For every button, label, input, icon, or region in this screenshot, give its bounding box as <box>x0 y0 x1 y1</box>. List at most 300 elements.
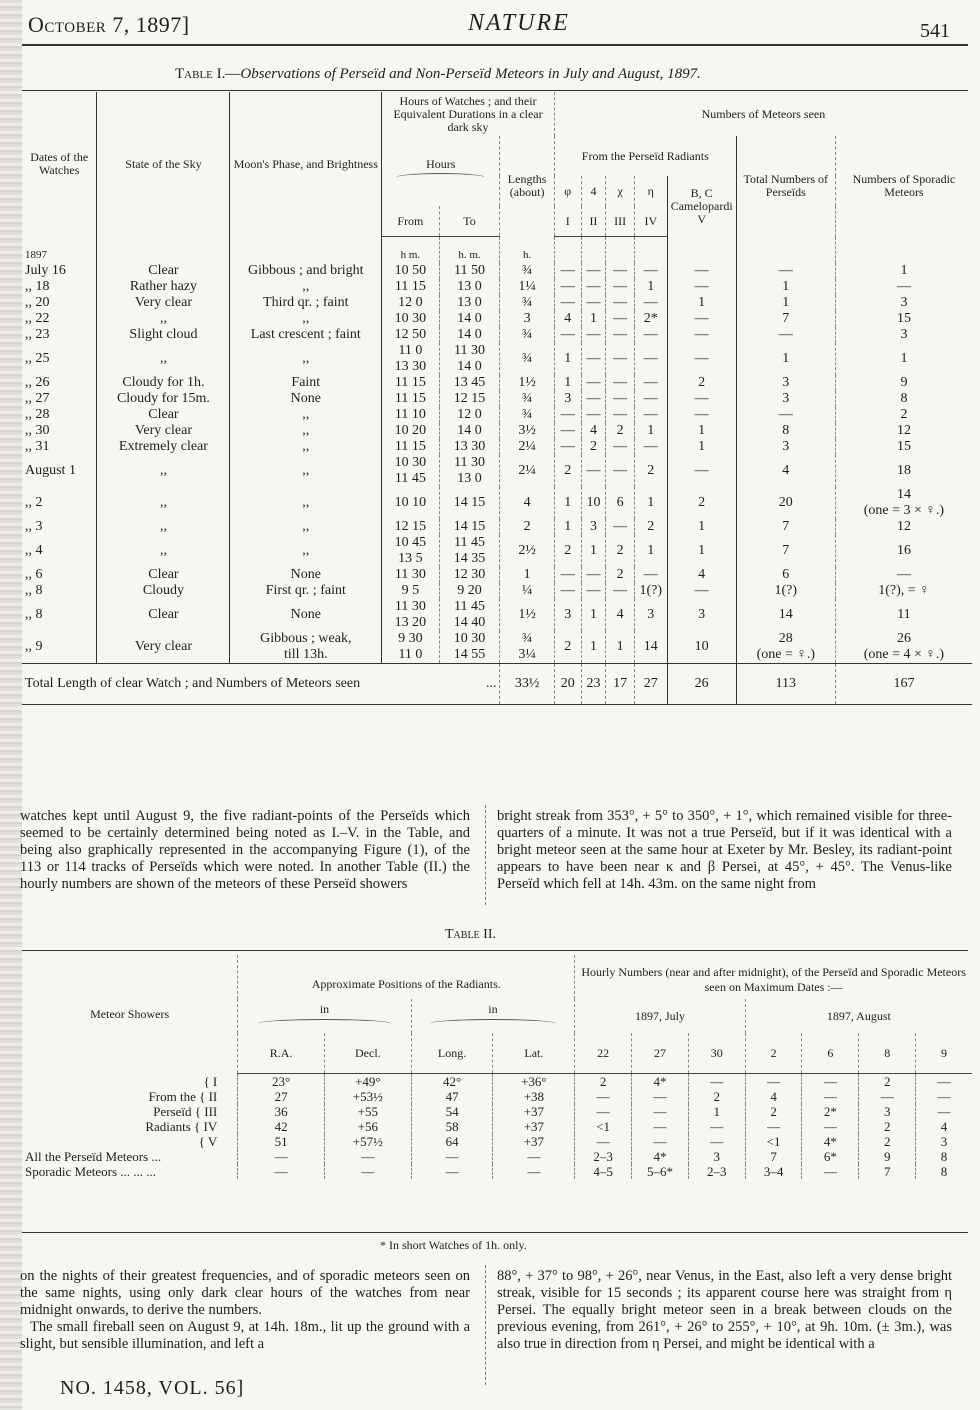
cell-from: 10 45 13 5 <box>382 535 440 567</box>
cell-sky: ,, <box>97 535 230 567</box>
cell-r2: — <box>581 567 606 583</box>
cell-r5: 10 <box>667 631 736 664</box>
cell-to: 11 30 13 0 <box>439 455 500 487</box>
th-sporadic: Numbers of Sporadic Meteors <box>835 136 972 237</box>
table1-row <box>22 631 972 664</box>
table2-row <box>22 1134 972 1149</box>
cell-spor: — <box>835 279 972 295</box>
cell-sky: Very clear <box>97 631 230 664</box>
cell-r2: — <box>581 407 606 423</box>
cell-hourly: 2 <box>688 1089 745 1104</box>
cell-hourly: 2 <box>575 1074 632 1090</box>
cell-to: 14 0 <box>439 423 500 439</box>
cell-hourly: — <box>575 1089 632 1104</box>
th-to: To <box>439 206 500 237</box>
cell-to: 9 20 <box>439 583 500 599</box>
cell-hourly: 4 <box>916 1119 972 1134</box>
cell-shower: { I <box>203 1073 218 1089</box>
cell-hourly: 3 <box>859 1104 916 1119</box>
blank-cell <box>581 237 606 264</box>
cell-hourly: 4* <box>632 1149 689 1164</box>
cell-ra: — <box>238 1149 325 1164</box>
cell-from: 10 30 <box>382 311 440 327</box>
cell-sky: Cloudy <box>97 583 230 599</box>
cell-len: ¾ <box>500 263 554 279</box>
cell-lat: — <box>493 1149 575 1164</box>
cell-hourly: — <box>688 1119 745 1134</box>
unit-from: h m. <box>382 237 440 264</box>
cell-moon: ,, <box>230 423 382 439</box>
cell-len: 2¼ <box>500 455 554 487</box>
cell-r2: 1 <box>581 599 606 631</box>
cell-total: 1 <box>736 343 835 375</box>
cell-total: 3 <box>736 391 835 407</box>
cell-to: 11 50 <box>439 263 500 279</box>
cell-shower: Sporadic Meteors ... ... ... <box>25 1164 157 1179</box>
cell-r4: — <box>634 295 667 311</box>
cell-spor: 14 (one = 3 × ♀.) <box>835 487 972 519</box>
cell-total: 4 <box>736 455 835 487</box>
cell-r2: — <box>581 343 606 375</box>
cell-shower: From the { II <box>148 1089 218 1104</box>
issue-date: October 7, 1897] <box>28 12 190 37</box>
total-perseids: 113 <box>736 664 835 705</box>
cell-long: 54 <box>411 1104 493 1119</box>
total-r4: 27 <box>634 664 667 705</box>
cell-from: 11 15 <box>382 439 440 455</box>
cell-hourly: — <box>632 1104 689 1119</box>
cell-spor: 15 <box>835 311 972 327</box>
cell-to: 14 0 <box>439 327 500 343</box>
cell-spor: 12 <box>835 519 972 535</box>
cell-lat: +37 <box>493 1134 575 1149</box>
cell-from: 12 15 <box>382 519 440 535</box>
th2-day: 27 <box>632 1033 689 1074</box>
th-r5-sym: B, C Camelopardi <box>670 185 733 213</box>
cell-lat: — <box>493 1164 575 1179</box>
cell-total: 28 (one = ♀.) <box>736 631 835 664</box>
cell-hourly: 3–4 <box>745 1164 802 1179</box>
cell-date: ,, 6 <box>25 567 43 582</box>
cell-hourly: 2–3 <box>688 1164 745 1179</box>
table1-row <box>22 567 972 583</box>
year-label: 1897 <box>25 248 47 261</box>
cell-hourly: — <box>632 1134 689 1149</box>
cell-r5: — <box>667 343 736 375</box>
cell-date: ,, 8 <box>25 607 43 622</box>
cell-r3: 2 <box>606 423 635 439</box>
cell-r2: — <box>581 279 606 295</box>
cell-shower: All the Perseïd Meteors ... <box>25 1149 162 1164</box>
cell-r3: — <box>606 295 635 311</box>
cell-len: ¾ <box>500 343 554 375</box>
column-divider <box>485 1265 486 1385</box>
cell-total: 3 <box>736 439 835 455</box>
cell-hourly: — <box>632 1089 689 1104</box>
cell-spor: 1 <box>835 343 972 375</box>
cell-from: 11 15 <box>382 391 440 407</box>
cell-sky: Extremely clear <box>97 439 230 455</box>
th2-in2 <box>411 999 575 1033</box>
cell-spor: 2 <box>835 407 972 423</box>
cell-r4: 2 <box>634 519 667 535</box>
cell-lat: +37 <box>493 1104 575 1119</box>
th2-day: 22 <box>575 1033 632 1074</box>
cell-date: ,, 18 <box>25 279 50 294</box>
cell-r1: 1 <box>554 487 581 519</box>
cell-decl: +56 <box>324 1119 411 1134</box>
th-r2: II <box>581 206 606 237</box>
cell-r1: — <box>554 567 581 583</box>
th-sky: State of the Sky <box>97 92 230 237</box>
cell-r5: — <box>667 311 736 327</box>
cell-hourly: <1 <box>575 1119 632 1134</box>
table2-caption: Table II. <box>445 927 496 942</box>
cell-from: 11 30 <box>382 567 440 583</box>
table2-row <box>22 1074 972 1090</box>
cell-r4: — <box>634 263 667 279</box>
cell-r2: 1 <box>581 311 606 327</box>
paragraph: on the nights of their greatest frequencies, and of sporadic meteors seen on the same nights, using only dark clear hours of the watches from near midnight onwards, to derive the numbers. <box>20 1268 470 1318</box>
th2-long: Long. <box>411 1033 493 1074</box>
cell-moon: Gibbous ; weak, till 13h. <box>230 631 382 664</box>
issue-number: NO. 1458, VOL. 56] <box>60 1377 245 1399</box>
cell-total: 8 <box>736 423 835 439</box>
cell-r5: — <box>667 327 736 343</box>
cell-len: 1½ <box>500 599 554 631</box>
cell-date: ,, 9 <box>25 639 43 654</box>
cell-to: 14 0 <box>439 311 500 327</box>
th-r5-num: V <box>697 211 707 226</box>
cell-from: 11 10 <box>382 407 440 423</box>
cell-moon: ,, <box>230 407 382 423</box>
cell-ra: 27 <box>238 1089 325 1104</box>
cell-r4: 1 <box>634 279 667 295</box>
table1-row <box>22 455 972 487</box>
cell-total: 1(?) <box>736 583 835 599</box>
cell-moon: Gibbous ; and bright <box>230 263 382 279</box>
header-rule <box>22 44 968 46</box>
blank-cell <box>554 237 581 264</box>
cell-len: 1½ <box>500 375 554 391</box>
table1-row <box>22 295 972 311</box>
cell-r4: — <box>634 391 667 407</box>
cell-r2: 1 <box>581 631 606 664</box>
cell-spor: 18 <box>835 455 972 487</box>
table1-row <box>22 487 972 519</box>
cell-hourly: 4–5 <box>575 1164 632 1179</box>
th2-day: 8 <box>859 1033 916 1074</box>
cell-to: 13 0 <box>439 295 500 311</box>
cell-r5: 1 <box>667 423 736 439</box>
th2-positions <box>238 955 575 999</box>
blank-cell <box>634 237 667 264</box>
cell-sky: Rather hazy <box>97 279 230 295</box>
cell-r4: 1(?) <box>634 583 667 599</box>
cell-decl: +53½ <box>324 1089 411 1104</box>
cell-hourly: — <box>688 1074 745 1090</box>
cell-from: 12 0 <box>382 295 440 311</box>
cell-from: 9 5 <box>382 583 440 599</box>
cell-hourly: — <box>802 1089 859 1104</box>
cell-hourly: — <box>802 1164 859 1179</box>
cell-sky: ,, <box>97 455 230 487</box>
th-total: Total Numbers of Perseïds <box>736 136 835 237</box>
blank-cell <box>97 237 230 264</box>
cell-ra: — <box>238 1164 325 1179</box>
cell-r3: — <box>606 327 635 343</box>
totals-dots: ... <box>485 676 497 691</box>
table2-bottom-rule <box>22 1232 968 1233</box>
table2-row <box>22 1089 972 1104</box>
cell-r3: 4 <box>606 599 635 631</box>
cell-spor: 11 <box>835 599 972 631</box>
cell-hourly: — <box>632 1119 689 1134</box>
cell-len: 2 <box>500 519 554 535</box>
cell-r3: — <box>606 343 635 375</box>
cell-shower: { V <box>198 1134 218 1149</box>
cell-hourly: 7 <box>745 1149 802 1164</box>
cell-sky: Clear <box>97 263 230 279</box>
cell-r4: — <box>634 343 667 375</box>
blank-cell <box>835 237 972 264</box>
cell-to: 11 45 14 40 <box>439 599 500 631</box>
total-len: 33½ <box>500 664 554 705</box>
cell-sky: Clear <box>97 567 230 583</box>
cell-decl: — <box>324 1164 411 1179</box>
cell-long: — <box>411 1164 493 1179</box>
cell-r3: — <box>606 391 635 407</box>
cell-from: 11 15 <box>382 279 440 295</box>
cell-len: ¾ <box>500 407 554 423</box>
cell-total: 3 <box>736 375 835 391</box>
table1-row <box>22 519 972 535</box>
cell-date: July 16 <box>25 263 66 278</box>
totals-row <box>22 664 972 705</box>
cell-moon: Faint <box>230 375 382 391</box>
blank-cell <box>736 237 835 264</box>
cell-r4: — <box>634 407 667 423</box>
cell-long: 42° <box>411 1074 493 1090</box>
cell-hourly: — <box>802 1119 859 1134</box>
cell-total: 7 <box>736 519 835 535</box>
cell-r5: 1 <box>667 439 736 455</box>
cell-r4: 14 <box>634 631 667 664</box>
th2-decl: Decl. <box>324 1033 411 1074</box>
scan-edge <box>0 0 22 1410</box>
cell-moon: None <box>230 391 382 407</box>
cell-r5: — <box>667 407 736 423</box>
th2-day: 30 <box>688 1033 745 1074</box>
cell-date: August 1 <box>25 463 76 478</box>
body-text-left-1: watches kept until August 9, the five radiant-points of the Perseïds which seemed to be certainly determined being noted as I.–V. in the Table, and being also graphically represented in the accompanying Figure (1), of the 113 or 114 tracks of Perseïds which were noted. In another Table (II.) the hourly numbers are shown of the meteors of these Perseïd showers <box>20 808 470 892</box>
cell-from: 11 0 13 30 <box>382 343 440 375</box>
cell-spor: 1 <box>835 263 972 279</box>
cell-hourly: 2 <box>859 1134 916 1149</box>
table1-row <box>22 375 972 391</box>
cell-moon: ,, <box>230 487 382 519</box>
cell-hourly: 6* <box>802 1149 859 1164</box>
cell-hourly: — <box>575 1134 632 1149</box>
th-hours-group: Hours of Watches ; and their Equivalent Durations in a clear dark sky <box>382 92 555 136</box>
table1-row <box>22 583 972 599</box>
cell-r1: — <box>554 295 581 311</box>
cell-date: ,, 25 <box>25 351 50 366</box>
cell-r3: — <box>606 519 635 535</box>
cell-spor: 15 <box>835 439 972 455</box>
cell-r5: 4 <box>667 567 736 583</box>
cell-total: — <box>736 407 835 423</box>
cell-len: 1¼ <box>500 279 554 295</box>
table2-row <box>22 1164 972 1179</box>
paragraph: The small fireball seen on August 9, at 14h. 18m., lit up the ground with a slight, but sensible illumination, and left a <box>20 1319 470 1352</box>
cell-hourly: 3 <box>916 1134 972 1149</box>
total-r1: 20 <box>554 664 581 705</box>
th-moon: Moon's Phase, and Brightness <box>230 92 382 237</box>
cell-spor: 26 (one = 4 × ♀.) <box>835 631 972 664</box>
cell-moon: Third qr. ; faint <box>230 295 382 311</box>
cell-r2: 4 <box>581 423 606 439</box>
cell-r3: — <box>606 455 635 487</box>
th2-lat: Lat. <box>493 1033 575 1074</box>
th2-showers: Meteor Showers <box>90 1006 170 1021</box>
table1-row <box>22 311 972 327</box>
cell-r2: 10 <box>581 487 606 519</box>
cell-date: ,, 23 <box>25 327 50 342</box>
cell-hourly: 3 <box>688 1149 745 1164</box>
unit-len: h. <box>500 237 554 264</box>
cell-from: 10 10 <box>382 487 440 519</box>
cell-to: 13 45 <box>439 375 500 391</box>
th-r1: I <box>554 206 581 237</box>
cell-sky: ,, <box>97 311 230 327</box>
body-text-left-2 <box>20 1268 470 1353</box>
units-row <box>22 237 972 264</box>
cell-total: 7 <box>736 311 835 327</box>
cell-lat: +37 <box>493 1119 575 1134</box>
cell-to: 11 45 14 35 <box>439 535 500 567</box>
table2 <box>22 955 972 1179</box>
cell-spor: 1(?), = ♀ <box>835 583 972 599</box>
cell-moon: None <box>230 567 382 583</box>
cell-r2: 2 <box>581 439 606 455</box>
th2-august: 1897, August <box>745 999 972 1033</box>
cell-r4: 2 <box>634 455 667 487</box>
cell-to: 14 15 <box>439 519 500 535</box>
body-text-right-1: bright streak from 353°, + 5° to 350°, + 1°, which remained visible for three-quarters of a minute. It was not a true Perseïd, but if it was identical with a bright meteor seen at the same hour at Exeter by Mr. Besley, its radiant-point appears to have been near κ and β Persei, at 45°, + 45°. The Venus-like Perseïd which fell at 14h. 43m. on the same night from <box>497 808 952 892</box>
cell-r1: 3 <box>554 599 581 631</box>
cell-to: 11 30 14 0 <box>439 343 500 375</box>
table1-row <box>22 535 972 567</box>
cell-r3: — <box>606 583 635 599</box>
unit-to: h. m. <box>439 237 500 264</box>
cell-r2: 3 <box>581 519 606 535</box>
cell-r2: — <box>581 391 606 407</box>
th2-in1-label: in <box>319 1002 330 1016</box>
cell-spor: 3 <box>835 327 972 343</box>
cell-sky: Cloudy for 1h. <box>97 375 230 391</box>
cell-date: ,, 3 <box>25 519 43 534</box>
th-hours <box>382 136 500 206</box>
cell-date: ,, 26 <box>25 375 50 390</box>
cell-sky: ,, <box>97 519 230 535</box>
cell-hourly: 7 <box>859 1164 916 1179</box>
cell-from: 10 50 <box>382 263 440 279</box>
cell-len: 1 <box>500 567 554 583</box>
cell-sky: Very clear <box>97 295 230 311</box>
cell-moon: Last crescent ; faint <box>230 327 382 343</box>
cell-r2: — <box>581 327 606 343</box>
cell-r1: — <box>554 407 581 423</box>
cell-r1: 1 <box>554 519 581 535</box>
table1-row <box>22 327 972 343</box>
th-r2-sym: 4 <box>581 176 606 206</box>
cell-r3: — <box>606 439 635 455</box>
cell-total: 20 <box>736 487 835 519</box>
cell-r5: — <box>667 263 736 279</box>
cell-len: 3½ <box>500 423 554 439</box>
cell-r4: 1 <box>634 423 667 439</box>
th2-hourly: Hourly Numbers (near and after midnight), of the Perseïd and Sporadic Meteors seen on Maximum Dates :— <box>575 955 972 999</box>
cell-decl: +55 <box>324 1104 411 1119</box>
cell-r5: 3 <box>667 599 736 631</box>
table1-row <box>22 423 972 439</box>
table1-row <box>22 263 972 279</box>
th-from: From <box>382 206 440 237</box>
cell-moon: ,, <box>230 519 382 535</box>
cell-r3: 2 <box>606 567 635 583</box>
cell-hourly: — <box>575 1104 632 1119</box>
cell-sky: Clear <box>97 599 230 631</box>
cell-sky: ,, <box>97 343 230 375</box>
totals-label <box>22 664 500 705</box>
cell-hourly: 9 <box>859 1149 916 1164</box>
total-r5: 26 <box>667 664 736 705</box>
cell-to: 12 15 <box>439 391 500 407</box>
cell-r1: 1 <box>554 343 581 375</box>
th2-day: 6 <box>802 1033 859 1074</box>
cell-len: 2¼ <box>500 439 554 455</box>
cell-r1: 2 <box>554 631 581 664</box>
cell-from: 10 20 <box>382 423 440 439</box>
cell-len: 3 <box>500 311 554 327</box>
table1-row <box>22 279 972 295</box>
cell-r3: 1 <box>606 631 635 664</box>
th2-in2-label: in <box>488 1002 498 1016</box>
cell-r5: — <box>667 279 736 295</box>
cell-r1: 4 <box>554 311 581 327</box>
blank-cell <box>606 237 635 264</box>
cell-r3: — <box>606 407 635 423</box>
cell-to: 12 30 <box>439 567 500 583</box>
blank-cell <box>667 237 736 264</box>
cell-r1: — <box>554 327 581 343</box>
cell-r5: 2 <box>667 375 736 391</box>
cell-to: 12 0 <box>439 407 500 423</box>
journal-title: NATURE <box>468 10 570 36</box>
cell-total: 6 <box>736 567 835 583</box>
cell-r5: — <box>667 391 736 407</box>
cell-r3: — <box>606 311 635 327</box>
cell-hourly: — <box>802 1074 859 1090</box>
cell-hourly: <1 <box>745 1134 802 1149</box>
running-header <box>28 6 950 42</box>
cell-sky: Slight cloud <box>97 327 230 343</box>
body-text-right-2: 88°, + 37° to 98°, + 26°, near Venus, in the East, also left a very dense bright streak, visible for 15 seconds ; its apparent course here was straight from η Persei. The equally bright meteor seen in a break between clouds on the previous evening, from 261°, + 26° to 255°, + 10°, at 9h. 10m. (± 3m.), was also true in direction from η Persei, and might be identical with a <box>497 1268 952 1352</box>
cell-moon: ,, <box>230 535 382 567</box>
cell-hourly: 2–3 <box>575 1149 632 1164</box>
cell-hourly: — <box>859 1089 916 1104</box>
